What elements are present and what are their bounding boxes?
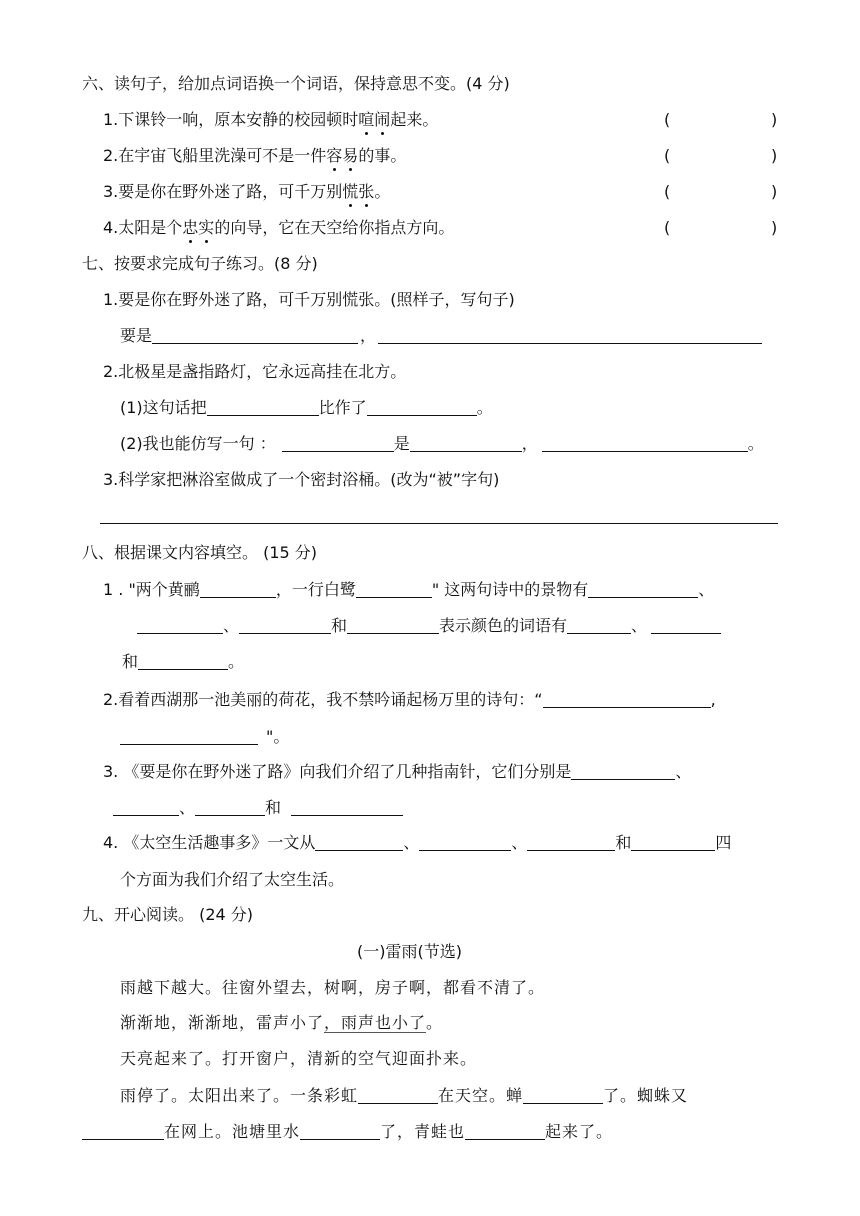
s7-q3-answer-line[interactable] — [100, 523, 778, 524]
s8-question-1-line-2 — [137, 616, 721, 636]
s8-q1-blank-7[interactable] — [567, 617, 631, 634]
s8-q1-text-b: ，一行白鹭 — [275, 580, 356, 599]
s8-q1-blank-5[interactable] — [239, 617, 331, 634]
s8-q4-blank-4[interactable] — [631, 834, 715, 851]
passage-p4-text-c: 了。蜘蛛又 — [603, 1086, 689, 1105]
passage-blank-3[interactable] — [82, 1123, 164, 1140]
s6-q2-paren-close: ) — [771, 146, 778, 165]
s8-question-2-line-2 — [120, 727, 289, 747]
s8-q1-period: 。 — [228, 652, 245, 671]
s8-q2-end: "。 — [266, 727, 290, 746]
s8-q4-blank-1[interactable] — [315, 834, 403, 851]
s7-question-1: 1.要是你在野外迷了路，可千万别慌张。(照样子，写句子) — [103, 290, 515, 309]
passage-blank-1[interactable] — [358, 1087, 438, 1104]
s7-q2a-period: 。 — [476, 398, 493, 417]
s8-q4-text: 4. 《太空生活趣事多》一文从 — [103, 833, 316, 852]
passage-p5-text-a: 在网上。池塘里水 — [164, 1122, 301, 1141]
s8-q3-blank-4[interactable] — [291, 799, 403, 816]
passage-paragraph-4-line-2 — [82, 1122, 613, 1142]
s8-q1-text-c: " 这两句诗中的景物有 — [431, 580, 589, 599]
passage-p5-text-c: 起来了。 — [545, 1122, 614, 1141]
s6-q4-text: 4.太阳是个 — [103, 218, 183, 237]
s6-q1-text: 1.下课铃一响，原本安静的校园顿时 — [103, 110, 359, 129]
s6-q1-text-end: 起来。 — [390, 110, 439, 129]
s6-q2-dotted-1: 容 — [326, 146, 343, 165]
s8-q3-blank-3[interactable] — [195, 799, 265, 816]
s6-question-2 — [103, 146, 406, 166]
s7-question-3: 3.科学家把淋浴室做成了一个密封浴桶。(改为“被”字句) — [103, 470, 500, 489]
s6-q4-dotted-1: 忠 — [182, 218, 199, 237]
s7-q2b-blank-1[interactable] — [282, 435, 394, 452]
s6-q3-dotted-1: 慌 — [342, 182, 359, 201]
s7-q2-part-2 — [120, 434, 764, 454]
s6-q1-dotted-1: 喧 — [358, 110, 375, 129]
s6-q2-text-end: 的事。 — [358, 146, 407, 165]
s7-q1-comma: ， — [360, 326, 377, 345]
s8-q1-dun-2: 、 — [223, 616, 240, 635]
s7-q2a-text: (1)这句话把 — [120, 398, 207, 417]
s7-q2-part-1 — [120, 398, 493, 418]
s7-q2b-comma: ， — [521, 434, 538, 453]
s7-q2a-blank-2[interactable] — [367, 399, 477, 416]
s8-q1-text-a: 1 . "两个黄鹂 — [103, 580, 200, 599]
s6-q2-paren-open: ( — [664, 146, 671, 165]
s7-q2b-text: (2)我也能仿写一句 ： — [120, 434, 276, 453]
s8-q1-blank-8[interactable] — [651, 617, 721, 634]
s8-question-4-line-1 — [103, 833, 731, 853]
s8-q4-blank-2[interactable] — [419, 834, 511, 851]
s8-q1-color-text: 表示颜色的词语有 — [439, 616, 568, 635]
passage-paragraph-3: 天亮起来了。打开窗户，清新的空气迎面扑来。 — [120, 1049, 478, 1068]
s8-q4-dun-1: 、 — [403, 833, 420, 852]
s6-q3-text: 3.要是你在野外迷了路，可千万别 — [103, 182, 343, 201]
s7-question-2: 2.北极星是盏指路灯，它永远高挂在北方。 — [103, 362, 407, 381]
s8-q1-dun-3: 、 — [631, 616, 648, 635]
s8-q3-dun-2: 、 — [179, 798, 196, 817]
s8-q1-blank-2[interactable] — [356, 581, 432, 598]
s8-question-3-line-1 — [103, 762, 691, 782]
s8-question-1-line-3 — [122, 652, 244, 672]
s7-q2a-mid: 比作了 — [318, 398, 367, 417]
s6-question-4 — [103, 218, 454, 238]
s8-q1-he-2: 和 — [122, 652, 139, 671]
s8-q1-blank-4[interactable] — [137, 617, 223, 634]
s6-q3-text-end: 。 — [374, 182, 391, 201]
s6-question-1 — [103, 110, 438, 130]
s8-q1-blank-3[interactable] — [588, 581, 698, 598]
passage-paragraph-4-line-1 — [120, 1086, 688, 1106]
passage-p2-text-a: 渐渐地，渐渐地，雷声小了 — [120, 1013, 325, 1032]
s8-q2-comma: , — [710, 690, 716, 709]
s8-question-1-line-1 — [103, 580, 714, 600]
s8-question-3-line-2 — [113, 798, 403, 818]
passage-blank-2[interactable] — [523, 1087, 603, 1104]
passage-p4-text-b: 在天空。蝉 — [438, 1086, 524, 1105]
s8-q3-blank-2[interactable] — [113, 799, 179, 816]
s8-q4-dun-2: 、 — [511, 833, 528, 852]
passage-blank-5[interactable] — [465, 1123, 545, 1140]
s6-q1-dotted-2: 闹 — [374, 110, 391, 129]
s8-q1-blank-9[interactable] — [138, 653, 228, 670]
s8-q1-blank-1[interactable] — [200, 581, 276, 598]
s8-q2-blank-1[interactable] — [543, 691, 711, 708]
passage-p2-text-c: 。 — [426, 1013, 444, 1032]
s7-q1-blank-1[interactable] — [152, 327, 358, 344]
s6-q4-dotted-2: 实 — [198, 218, 215, 237]
s8-question-4-line-2: 个方面为我们介绍了太空生活。 — [120, 870, 345, 889]
s7-q1-answer-line — [120, 326, 762, 346]
s8-q4-blank-3[interactable] — [527, 834, 615, 851]
s6-q3-dotted-2: 张 — [358, 182, 375, 201]
s8-q4-he: 和 — [615, 833, 632, 852]
s8-q3-he: 和 — [265, 798, 282, 817]
s6-q2-dotted-2: 易 — [342, 146, 359, 165]
s6-q1-paren-close: ) — [771, 110, 778, 129]
s7-q2b-mid: 是 — [393, 434, 410, 453]
s8-question-2-line-1 — [103, 690, 716, 710]
s6-q4-paren-open: ( — [664, 218, 671, 237]
passage-paragraph-1: 雨越下越大。往窗外望去，树啊，房子啊，都看不清了。 — [120, 978, 546, 997]
s8-q2-blank-2[interactable] — [120, 728, 258, 745]
s7-q1-blank-2[interactable] — [378, 327, 762, 344]
s6-q2-text: 2.在宇宙飞船里洗澡可不是一件 — [103, 146, 327, 165]
s6-q1-paren-open: ( — [664, 110, 671, 129]
s8-q1-dun-1: 、 — [698, 580, 715, 599]
s7-q2b-blank-3[interactable] — [542, 435, 748, 452]
s8-q1-blank-6[interactable] — [347, 617, 439, 634]
s7-q2b-period: 。 — [747, 434, 764, 453]
passage-blank-4[interactable] — [300, 1123, 380, 1140]
s8-q3-blank-1[interactable] — [571, 763, 675, 780]
s6-q3-paren-close: ) — [771, 182, 778, 201]
s8-q2-text: 2.看着西湖那一池美丽的荷花，我不禁吟诵起杨万里的诗句：“ — [103, 690, 543, 709]
s8-q3-dun-1: 、 — [675, 762, 692, 781]
s6-q4-paren-close: ) — [771, 218, 778, 237]
s8-q3-text: 3. 《要是你在野外迷了路》向我们介绍了几种指南针，它们分别是 — [103, 762, 572, 781]
s7-q1-lead: 要是 — [120, 326, 153, 345]
s6-question-3 — [103, 182, 390, 202]
passage-p2-underlined: ，雨声也小了 — [324, 1013, 427, 1032]
s6-q3-paren-open: ( — [664, 182, 671, 201]
s6-q4-text-end: 的向导，它在天空给你指点方向。 — [214, 218, 455, 237]
section-8-title: 八、根据课文内容填空。 (15 分) — [82, 543, 318, 562]
s7-q2b-blank-2[interactable] — [410, 435, 522, 452]
s8-q4-si: 四 — [715, 833, 732, 852]
passage-p5-text-b: 了，青蛙也 — [380, 1122, 466, 1141]
passage-p4-text-a: 雨停了。太阳出来了。一条彩虹 — [120, 1086, 359, 1105]
s7-q2a-blank-1[interactable] — [207, 399, 319, 416]
section-6-title: 六、读句子，给加点词语换一个词语，保持意思不变。(4 分) — [82, 74, 510, 93]
section-7-title: 七、按要求完成句子练习。(8 分) — [82, 254, 318, 273]
s8-q1-he-1: 和 — [331, 616, 348, 635]
passage-paragraph-2 — [120, 1013, 443, 1033]
section-9-title: 九、开心阅读。 (24 分) — [82, 905, 254, 924]
passage-title: (一)雷雨(节选) — [357, 942, 462, 961]
